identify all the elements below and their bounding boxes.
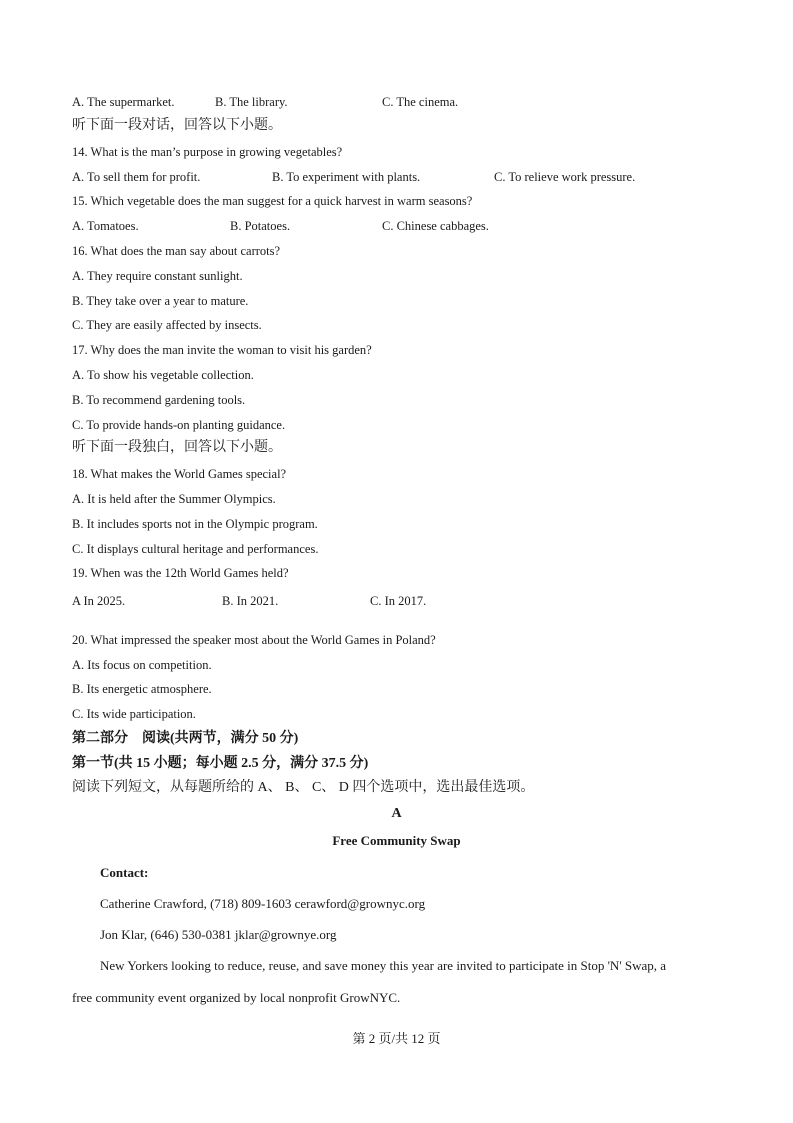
section1-points-each: 2.5 [241,756,259,771]
q13-option-c: C. The cinema. [382,95,459,109]
q15-question: 15. Which vegetable does the man suggest for a quick harvest in warm seasons? [72,194,473,208]
part2-title-prefix: 第二部分 [72,731,128,746]
q17-option-b: B. To recommend gardening tools. [72,393,246,407]
q18-option-b: B. It includes sports not in the Olympic program. [72,517,318,531]
q20-option-c: C. Its wide participation. [72,707,196,721]
paragraph-line-2: free community event organized by local nonprofit GrowNYC. [72,990,401,1005]
contact-jon: Jon Klar, (646) 530-0381 jklar@grownye.org [100,927,337,942]
q19-question: 19. When was the 12th World Games held? [72,566,289,580]
q20-option-a: A. Its focus on competition. [72,658,212,672]
part2-title-main: 阅读(共两节，满分 50 分) [142,731,299,746]
q16-question: 16. What does the man say about carrots? [72,244,281,258]
section1-title-e: 分，满分 [258,756,322,771]
q13-option-b: B. The library. [215,95,288,109]
section1-title-c: 小题；每小题 [150,756,242,771]
part2-title [72,731,298,747]
q15-option-a: A. Tomatoes. [72,219,139,233]
q13-option-a: A. The supermarket. [72,95,175,109]
q19-option-a: A In 2025. [72,594,126,608]
monologue-instruction: 听下面一段独白，回答以下小题。 [72,440,282,455]
q17-option-a: A. To show his vegetable collection. [72,368,254,382]
q14-question: 14. What is the man’s purpose in growing vegetables? [72,145,343,159]
section1-title-a: 第一节(共 [72,756,137,771]
reading-instruction: 阅读下列短文，从每题所给的 A、 B、 C、 D 四个选项中，选出最佳选项。 [72,780,535,795]
q15-option-c: C. Chinese cabbages. [382,219,489,233]
q14-option-a: A. To sell them for profit. [72,170,201,184]
q15-option-b: B. Potatoes. [230,219,291,233]
q17-question: 17. Why does the man invite the woman to visit his garden? [72,343,372,357]
q20-option-b: B. Its energetic atmosphere. [72,682,212,696]
contact-catherine: Catherine Crawford, (718) 809-1603 cerawford@grownyc.org [100,896,426,911]
q20-question: 20. What impressed the speaker most about the World Games in Poland? [72,633,436,647]
section1-title [72,756,368,772]
q18-option-c: C. It displays cultural heritage and performances. [72,542,319,556]
section1-count: 15 [136,756,151,771]
passage-letter: A [391,806,402,821]
q14-option-b: B. To experiment with plants. [272,170,421,184]
section1-title-g: 分) [346,756,369,771]
q16-option-c: C. They are easily affected by insects. [72,318,262,332]
q16-option-a: A. They require constant sunlight. [72,269,243,283]
q18-option-a: A. It is held after the Summer Olympics. [72,492,276,506]
section1-points-total: 37.5 [321,756,347,771]
dialog-instruction: 听下面一段对话，回答以下小题。 [72,118,282,133]
q16-option-b: B. They take over a year to mature. [72,294,249,308]
q14-option-c: C. To relieve work pressure. [494,170,636,184]
paragraph-line-1: New Yorkers looking to reduce, reuse, and save money this year are invited to participate in Stop 'N' Swap, a [100,958,667,973]
q19-option-b: B. In 2021. [222,594,279,608]
page-footer: 第 2 页/共 12 页 [352,1031,441,1046]
q17-option-c: C. To provide hands-on planting guidance. [72,418,286,432]
contact-label: Contact: [100,865,149,880]
passage-title: Free Community Swap [332,833,461,848]
q18-question: 18. What makes the World Games special? [72,467,287,481]
q19-option-c: C. In 2017. [370,594,427,608]
